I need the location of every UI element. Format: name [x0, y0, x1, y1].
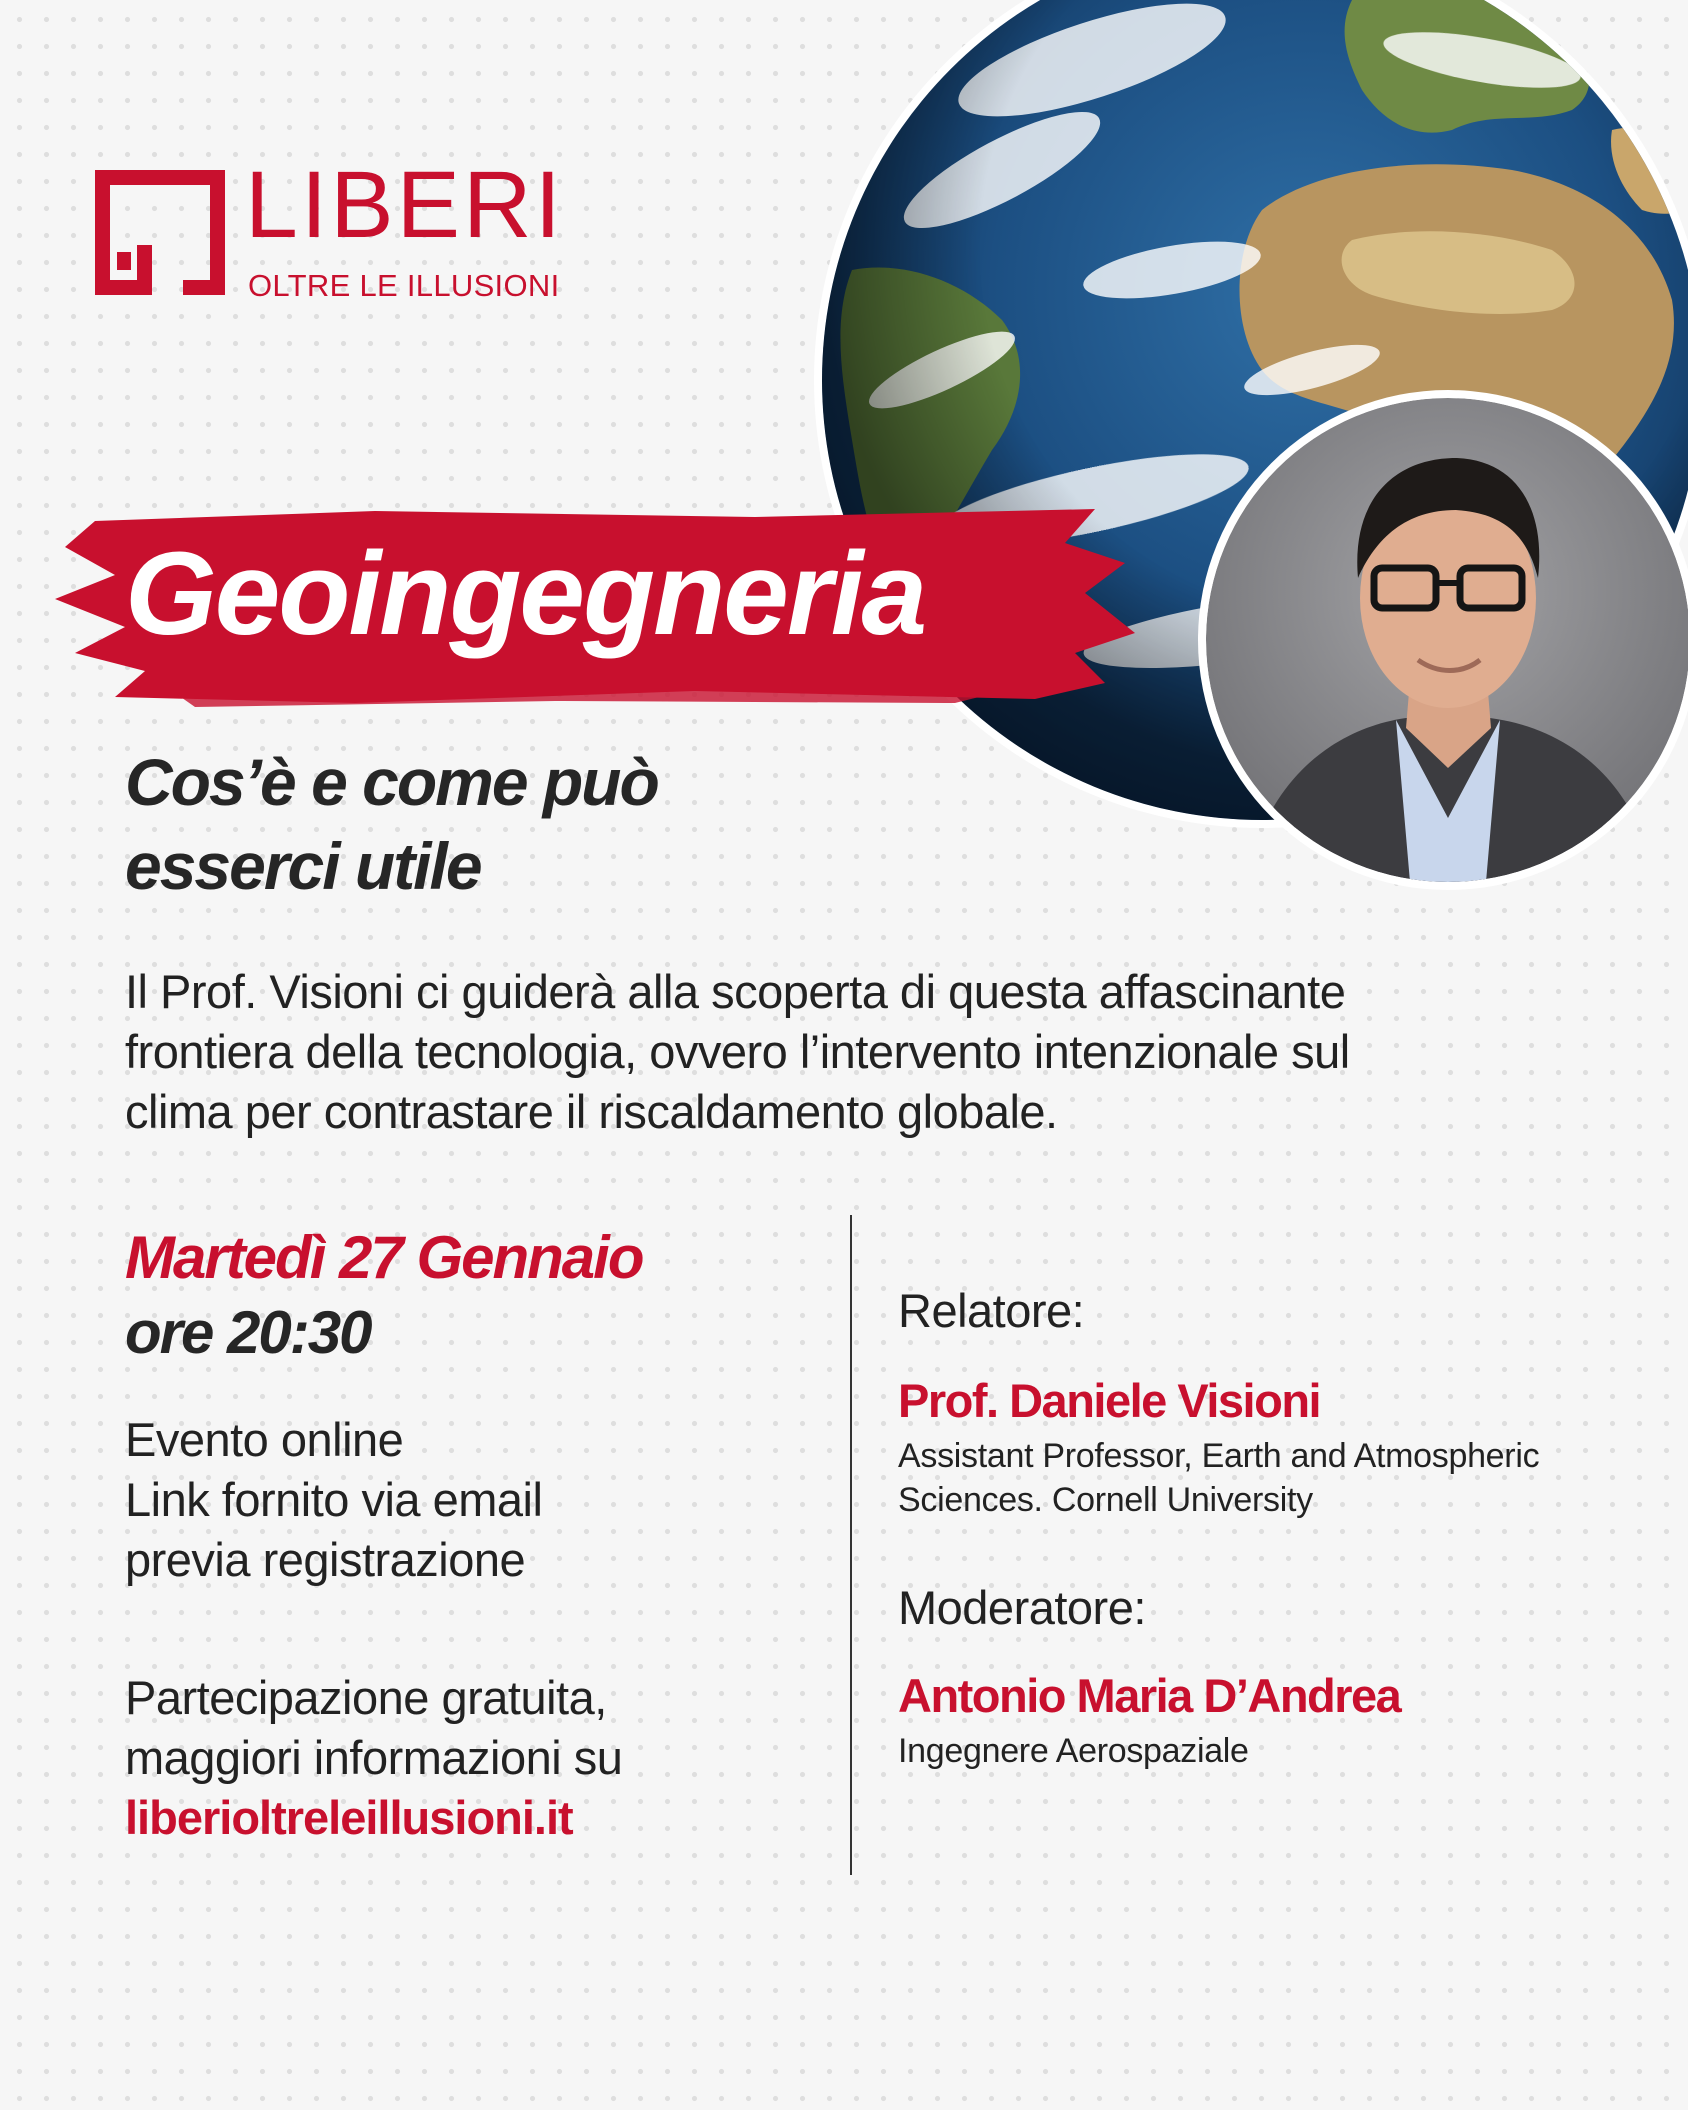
affiliation-line: Sciences. Cornell University	[898, 1481, 1313, 1519]
event-title: Geoingegneria	[125, 528, 926, 660]
event-location-info	[125, 1410, 542, 1590]
affiliation-line: Assistant Professor, Earth and Atmospheric	[898, 1437, 1540, 1475]
moderator-name: Antonio Maria D’Andrea	[898, 1669, 1401, 1722]
event-description	[125, 962, 1565, 1142]
participation-line: maggiori informazioni su	[125, 1731, 623, 1784]
event-date: Martedì 27 Gennaio	[125, 1224, 643, 1291]
speaker-name: Prof. Daniele Visioni	[898, 1374, 1321, 1427]
participation-info	[125, 1668, 622, 1848]
speaker-affiliation	[898, 1434, 1539, 1522]
affiliation-line: Ingegnere Aerospaziale	[898, 1732, 1249, 1770]
event-subtitle	[125, 740, 658, 908]
participation-line: Partecipazione gratuita,	[125, 1671, 607, 1724]
description-line: clima per contrastare il riscaldamento globale.	[125, 1085, 1058, 1138]
description-line: Il Prof. Visioni ci guiderà alla scoperta di questa affascinante	[125, 965, 1346, 1018]
column-divider	[850, 1215, 852, 1875]
logo-title: LIBERI	[245, 152, 564, 258]
description-line: frontiera della tecnologia, ovvero l’intervento intenzionale sul	[125, 1025, 1350, 1078]
logo-subtitle: OLTRE LE ILLUSIONI	[248, 268, 560, 303]
location-line: Evento online	[125, 1413, 404, 1466]
subtitle-line: esserci utile	[125, 829, 481, 903]
speaker-role-label: Relatore:	[898, 1284, 1085, 1337]
logo-mark	[95, 170, 225, 295]
location-line: previa registrazione	[125, 1533, 526, 1586]
speaker-portrait-image	[1206, 398, 1688, 882]
event-time: ore 20:30	[125, 1299, 371, 1366]
location-line: Link fornito via email	[125, 1473, 543, 1526]
website-link[interactable]: liberioltreleillusioni.it	[125, 1791, 573, 1844]
subtitle-line: Cos’è e come può	[125, 745, 658, 819]
moderator-role-label: Moderatore:	[898, 1581, 1146, 1634]
moderator-affiliation	[898, 1729, 1249, 1773]
